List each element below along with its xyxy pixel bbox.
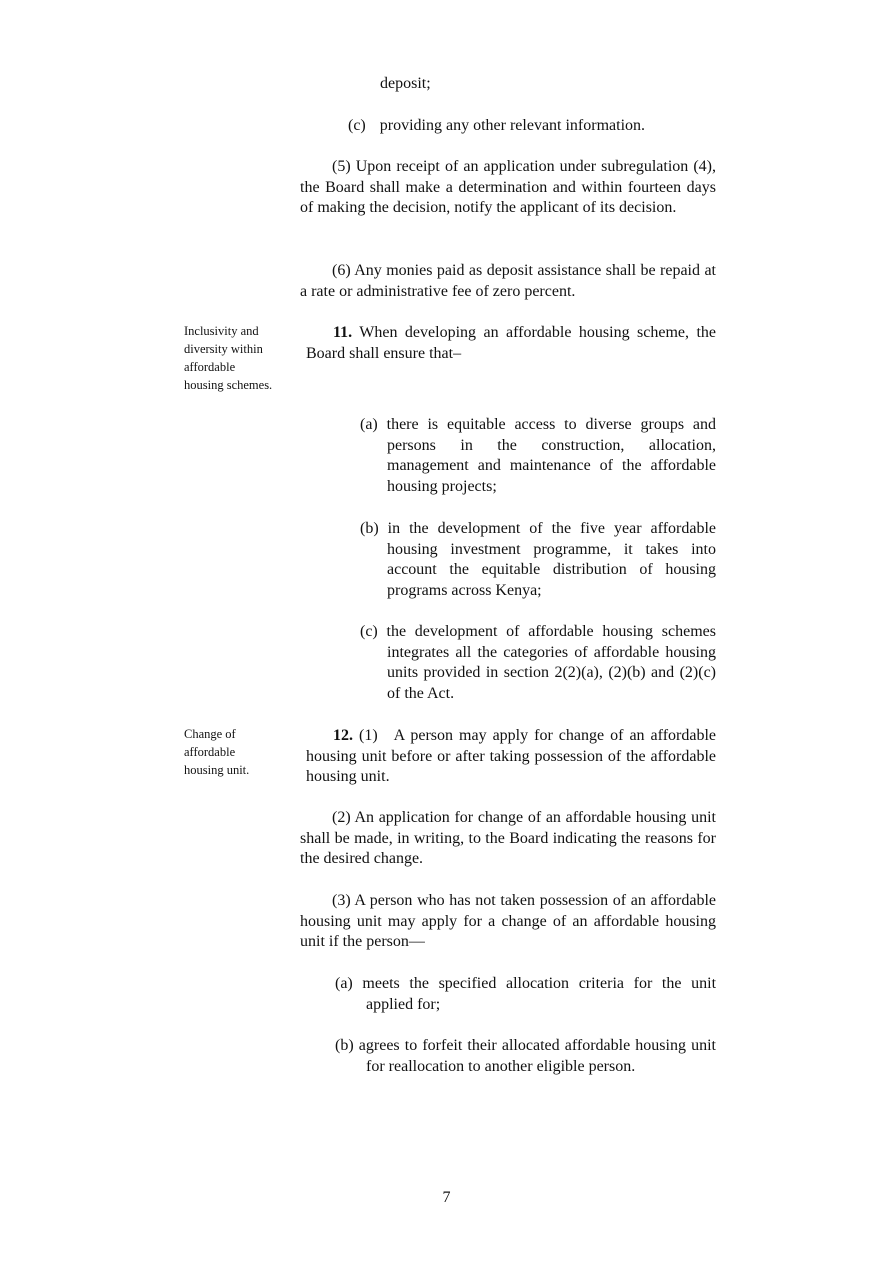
item-c-intro: [348, 116, 718, 137]
item-label: (a): [335, 975, 353, 992]
sub-label: (1): [359, 727, 378, 744]
section-11-item-b: [360, 519, 716, 602]
item-label: (c): [348, 117, 366, 134]
item-text: there is equitable access to diverse groups and persons in the construction, allocation, management and maintenance of the affordable housing projects;: [386, 416, 717, 496]
section-number: 11.: [333, 324, 353, 341]
continued-text: deposit;: [380, 75, 431, 92]
section-11-item-a: [360, 415, 716, 498]
section-intro-text: When developing an affordable housing scheme, the Board shall ensure that–: [306, 324, 716, 362]
item-label: (b): [335, 1037, 354, 1054]
paragraph-6: (6) Any monies paid as deposit assistance shall be repaid at a rate or administrative fee of zero percent.: [300, 262, 716, 300]
note-line: affordable: [184, 745, 236, 759]
section-11-intro: [306, 323, 716, 364]
item-text: agrees to forfeit their allocated affordable housing unit for reallocation to another eligible person.: [358, 1037, 716, 1075]
item-label: (a): [360, 416, 378, 433]
section-12-item-a: [335, 974, 716, 1015]
section-11-item-c: [360, 622, 716, 705]
section-12-sub-3: (3) A person who has not taken possession of an affordable housing unit may apply for a change of an affordable housing unit if the person—: [300, 892, 716, 951]
item-label: (c): [360, 623, 378, 640]
page-number: 7: [442, 1189, 451, 1206]
margin-note-section-12: [184, 725, 284, 779]
sub-text: A person may apply for change of an affordable housing unit before or after taking possession of the affordable housing unit.: [306, 727, 716, 786]
item-text: in the development of the five year affordable housing investment programme, it takes into account the equitable distribution of housing programs across Kenya;: [387, 520, 717, 600]
item-text: meets the specified allocation criteria for the unit applied for;: [362, 975, 717, 1013]
margin-note-section-11: [184, 322, 284, 394]
note-line: housing schemes.: [184, 378, 273, 392]
note-line: Change of: [184, 727, 236, 741]
note-line: housing unit.: [184, 763, 250, 777]
section-12-sub-2: (2) An application for change of an affordable housing unit shall be made, in writing, to the Board indicating the reasons for the desired change.: [300, 809, 716, 868]
note-line: affordable: [184, 360, 236, 374]
item-text: the development of affordable housing schemes integrates all the categories of affordable housing units provided in section 2(2)(a), (2)(b) and (2)(c) of the Act.: [386, 623, 716, 703]
item-text: providing any other relevant information.: [379, 117, 646, 134]
section-number: 12.: [333, 727, 353, 744]
note-line: Inclusivity and: [184, 324, 259, 338]
paragraph-5: (5) Upon receipt of an application under subregulation (4), the Board shall make a determination and within fourteen days of making the decision, notify the applicant of its decision.: [300, 158, 716, 217]
section-12-item-b: [335, 1036, 716, 1077]
note-line: diversity within: [184, 342, 263, 356]
item-label: (b): [360, 520, 379, 537]
section-12-sub-1: [306, 726, 716, 788]
